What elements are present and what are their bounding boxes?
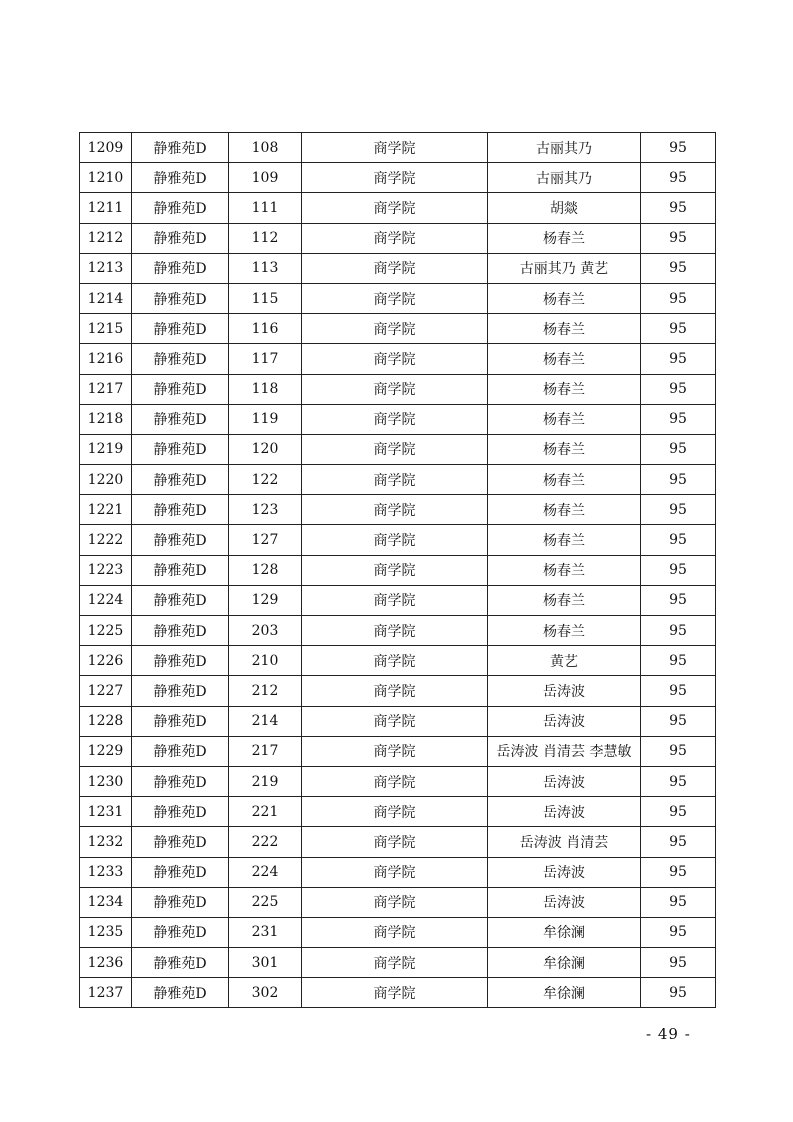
instructor-cell: 岳涛波 肖清芸 李慧敏 (488, 736, 641, 766)
building-cell: 静雅苑D (132, 797, 229, 827)
college-cell: 商学院 (302, 948, 488, 978)
row-number-cell: 1221 (80, 495, 132, 525)
score-cell: 95 (641, 917, 716, 947)
room-number-cell: 115 (229, 283, 302, 313)
row-number-cell: 1216 (80, 344, 132, 374)
table-row (80, 555, 716, 585)
row-number-cell: 1223 (80, 555, 132, 585)
building-cell: 静雅苑D (132, 163, 229, 193)
college-cell: 商学院 (302, 917, 488, 947)
score-cell: 95 (641, 616, 716, 646)
score-cell: 95 (641, 857, 716, 887)
row-number-cell: 1226 (80, 646, 132, 676)
building-cell: 静雅苑D (132, 706, 229, 736)
table-row (80, 525, 716, 555)
college-cell: 商学院 (302, 404, 488, 434)
building-cell: 静雅苑D (132, 314, 229, 344)
row-number-cell: 1214 (80, 283, 132, 313)
table-row (80, 797, 716, 827)
table-row (80, 223, 716, 253)
row-number-cell: 1231 (80, 797, 132, 827)
row-number-cell: 1211 (80, 193, 132, 223)
row-number-cell: 1215 (80, 314, 132, 344)
score-cell: 95 (641, 253, 716, 283)
score-cell: 95 (641, 978, 716, 1008)
room-number-cell: 302 (229, 978, 302, 1008)
room-number-cell: 219 (229, 766, 302, 796)
building-cell: 静雅苑D (132, 917, 229, 947)
row-number-cell: 1228 (80, 706, 132, 736)
room-number-cell: 203 (229, 616, 302, 646)
instructor-cell: 杨春兰 (488, 616, 641, 646)
score-cell: 95 (641, 766, 716, 796)
table-body (80, 133, 716, 1008)
row-number-cell: 1236 (80, 948, 132, 978)
instructor-cell: 杨春兰 (488, 434, 641, 464)
score-cell: 95 (641, 344, 716, 374)
building-cell: 静雅苑D (132, 434, 229, 464)
building-cell: 静雅苑D (132, 646, 229, 676)
row-number-cell: 1210 (80, 163, 132, 193)
college-cell: 商学院 (302, 555, 488, 585)
building-cell: 静雅苑D (132, 676, 229, 706)
instructor-cell: 胡燚 (488, 193, 641, 223)
score-cell: 95 (641, 495, 716, 525)
room-number-cell: 210 (229, 646, 302, 676)
room-number-cell: 222 (229, 827, 302, 857)
building-cell: 静雅苑D (132, 133, 229, 163)
instructor-cell: 岳涛波 肖清芸 (488, 827, 641, 857)
room-number-cell: 225 (229, 887, 302, 917)
college-cell: 商学院 (302, 374, 488, 404)
row-number-cell: 1225 (80, 616, 132, 646)
row-number-cell: 1232 (80, 827, 132, 857)
instructor-cell: 杨春兰 (488, 223, 641, 253)
college-cell: 商学院 (302, 223, 488, 253)
instructor-cell: 杨春兰 (488, 555, 641, 585)
room-number-cell: 108 (229, 133, 302, 163)
building-cell: 静雅苑D (132, 283, 229, 313)
college-cell: 商学院 (302, 585, 488, 615)
table-row (80, 766, 716, 796)
score-cell: 95 (641, 827, 716, 857)
page-number: - 49 - (646, 1025, 691, 1043)
instructor-cell: 杨春兰 (488, 374, 641, 404)
instructor-cell: 牟徐澜 (488, 978, 641, 1008)
room-number-cell: 109 (229, 163, 302, 193)
building-cell: 静雅苑D (132, 525, 229, 555)
table-row (80, 434, 716, 464)
room-number-cell: 217 (229, 736, 302, 766)
building-cell: 静雅苑D (132, 857, 229, 887)
building-cell: 静雅苑D (132, 374, 229, 404)
room-number-cell: 117 (229, 344, 302, 374)
instructor-cell: 杨春兰 (488, 465, 641, 495)
table-row (80, 706, 716, 736)
college-cell: 商学院 (302, 344, 488, 374)
instructor-cell: 黄艺 (488, 646, 641, 676)
table-row (80, 857, 716, 887)
row-number-cell: 1213 (80, 253, 132, 283)
college-cell: 商学院 (302, 253, 488, 283)
college-cell: 商学院 (302, 676, 488, 706)
college-cell: 商学院 (302, 465, 488, 495)
room-number-cell: 113 (229, 253, 302, 283)
building-cell: 静雅苑D (132, 766, 229, 796)
score-cell: 95 (641, 887, 716, 917)
room-number-cell: 120 (229, 434, 302, 464)
instructor-cell: 岳涛波 (488, 887, 641, 917)
table-row (80, 736, 716, 766)
building-cell: 静雅苑D (132, 948, 229, 978)
score-cell: 95 (641, 193, 716, 223)
building-cell: 静雅苑D (132, 736, 229, 766)
table-row (80, 133, 716, 163)
score-cell: 95 (641, 404, 716, 434)
college-cell: 商学院 (302, 434, 488, 464)
instructor-cell: 杨春兰 (488, 495, 641, 525)
table-row (80, 193, 716, 223)
instructor-cell: 牟徐澜 (488, 917, 641, 947)
instructor-cell: 古丽其乃 黄艺 (488, 253, 641, 283)
room-number-cell: 214 (229, 706, 302, 736)
score-cell: 95 (641, 223, 716, 253)
score-cell: 95 (641, 525, 716, 555)
instructor-cell: 岳涛波 (488, 797, 641, 827)
row-number-cell: 1233 (80, 857, 132, 887)
table-row (80, 948, 716, 978)
table-row (80, 827, 716, 857)
building-cell: 静雅苑D (132, 555, 229, 585)
score-cell: 95 (641, 555, 716, 585)
room-number-cell: 231 (229, 917, 302, 947)
row-number-cell: 1212 (80, 223, 132, 253)
score-cell: 95 (641, 434, 716, 464)
table-row (80, 917, 716, 947)
instructor-cell: 古丽其乃 (488, 133, 641, 163)
table-row (80, 465, 716, 495)
row-number-cell: 1224 (80, 585, 132, 615)
table-row (80, 495, 716, 525)
college-cell: 商学院 (302, 525, 488, 555)
room-number-cell: 212 (229, 676, 302, 706)
building-cell: 静雅苑D (132, 616, 229, 646)
building-cell: 静雅苑D (132, 253, 229, 283)
instructor-cell: 杨春兰 (488, 344, 641, 374)
instructor-cell: 杨春兰 (488, 283, 641, 313)
college-cell: 商学院 (302, 616, 488, 646)
instructor-cell: 古丽其乃 (488, 163, 641, 193)
row-number-cell: 1234 (80, 887, 132, 917)
row-number-cell: 1227 (80, 676, 132, 706)
building-cell: 静雅苑D (132, 887, 229, 917)
building-cell: 静雅苑D (132, 193, 229, 223)
building-cell: 静雅苑D (132, 223, 229, 253)
instructor-cell: 岳涛波 (488, 676, 641, 706)
college-cell: 商学院 (302, 495, 488, 525)
table-row (80, 404, 716, 434)
row-number-cell: 1222 (80, 525, 132, 555)
room-number-cell: 111 (229, 193, 302, 223)
room-number-cell: 118 (229, 374, 302, 404)
table-row (80, 646, 716, 676)
score-cell: 95 (641, 314, 716, 344)
room-number-cell: 119 (229, 404, 302, 434)
row-number-cell: 1209 (80, 133, 132, 163)
score-cell: 95 (641, 585, 716, 615)
score-cell: 95 (641, 706, 716, 736)
room-number-cell: 221 (229, 797, 302, 827)
room-number-cell: 224 (229, 857, 302, 887)
college-cell: 商学院 (302, 283, 488, 313)
score-cell: 95 (641, 283, 716, 313)
college-cell: 商学院 (302, 887, 488, 917)
table-row (80, 163, 716, 193)
instructor-cell: 杨春兰 (488, 314, 641, 344)
college-cell: 商学院 (302, 193, 488, 223)
building-cell: 静雅苑D (132, 827, 229, 857)
building-cell: 静雅苑D (132, 404, 229, 434)
college-cell: 商学院 (302, 646, 488, 676)
building-cell: 静雅苑D (132, 495, 229, 525)
room-number-cell: 122 (229, 465, 302, 495)
score-cell: 95 (641, 465, 716, 495)
room-number-cell: 301 (229, 948, 302, 978)
college-cell: 商学院 (302, 706, 488, 736)
row-number-cell: 1218 (80, 404, 132, 434)
college-cell: 商学院 (302, 827, 488, 857)
instructor-cell: 岳涛波 (488, 766, 641, 796)
room-number-cell: 112 (229, 223, 302, 253)
room-number-cell: 116 (229, 314, 302, 344)
room-number-cell: 128 (229, 555, 302, 585)
score-cell: 95 (641, 797, 716, 827)
table-row (80, 253, 716, 283)
room-number-cell: 129 (229, 585, 302, 615)
room-number-cell: 123 (229, 495, 302, 525)
table-row (80, 585, 716, 615)
college-cell: 商学院 (302, 766, 488, 796)
row-number-cell: 1217 (80, 374, 132, 404)
score-cell: 95 (641, 133, 716, 163)
college-cell: 商学院 (302, 857, 488, 887)
college-cell: 商学院 (302, 978, 488, 1008)
score-cell: 95 (641, 736, 716, 766)
college-cell: 商学院 (302, 736, 488, 766)
table-row (80, 616, 716, 646)
row-number-cell: 1229 (80, 736, 132, 766)
instructor-cell: 杨春兰 (488, 404, 641, 434)
row-number-cell: 1235 (80, 917, 132, 947)
instructor-cell: 杨春兰 (488, 585, 641, 615)
building-cell: 静雅苑D (132, 978, 229, 1008)
room-number-cell: 127 (229, 525, 302, 555)
table-row (80, 344, 716, 374)
college-cell: 商学院 (302, 163, 488, 193)
college-cell: 商学院 (302, 797, 488, 827)
college-cell: 商学院 (302, 133, 488, 163)
instructor-cell: 杨春兰 (488, 525, 641, 555)
row-number-cell: 1237 (80, 978, 132, 1008)
building-cell: 静雅苑D (132, 585, 229, 615)
dorm-inspection-table (79, 132, 716, 1008)
instructor-cell: 岳涛波 (488, 857, 641, 887)
score-cell: 95 (641, 374, 716, 404)
row-number-cell: 1230 (80, 766, 132, 796)
table-row (80, 978, 716, 1008)
score-cell: 95 (641, 163, 716, 193)
table-row (80, 314, 716, 344)
building-cell: 静雅苑D (132, 344, 229, 374)
row-number-cell: 1220 (80, 465, 132, 495)
instructor-cell: 岳涛波 (488, 706, 641, 736)
row-number-cell: 1219 (80, 434, 132, 464)
score-cell: 95 (641, 948, 716, 978)
instructor-cell: 牟徐澜 (488, 948, 641, 978)
score-cell: 95 (641, 646, 716, 676)
college-cell: 商学院 (302, 314, 488, 344)
table-row (80, 676, 716, 706)
table-row (80, 374, 716, 404)
table-row (80, 283, 716, 313)
score-cell: 95 (641, 676, 716, 706)
building-cell: 静雅苑D (132, 465, 229, 495)
table-row (80, 887, 716, 917)
